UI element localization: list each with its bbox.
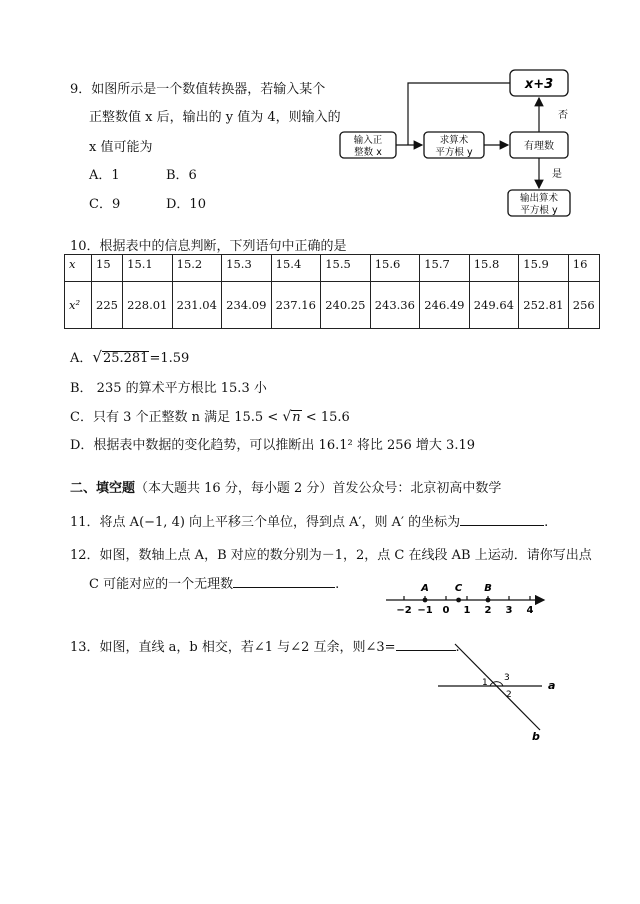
- xplus3-label: x+3: [524, 77, 554, 92]
- axis-point-label-a: A: [421, 583, 429, 594]
- x2-cell: 234.09: [222, 282, 272, 329]
- x2-cell: 228.01: [123, 282, 173, 329]
- q10-option-b: B． 235 的算术平方根比 15.3 小: [70, 381, 267, 396]
- x2-cell: 240.25: [321, 282, 371, 329]
- x-cell: 15.3: [222, 255, 272, 282]
- axis-tick-label: 2: [484, 605, 492, 616]
- table-row-x2: [65, 282, 600, 329]
- q10-stem: 10．根据表中的信息判断，下列语句中正确的是: [70, 239, 347, 254]
- q10-option-d: D．根据表中数据的变化趋势，可以推断出 16.1² 将比 256 增大 3.19: [70, 438, 475, 453]
- axis-tick-label: −2: [396, 605, 412, 616]
- axis-tick-label: 4: [526, 605, 534, 616]
- x-cell: 15.8: [469, 255, 519, 282]
- x-cell: 15.7: [420, 255, 470, 282]
- q10-option-a-rest: =1.59: [149, 351, 190, 366]
- q9-line3: x 值可能为: [89, 140, 153, 155]
- x2-cell: 249.64: [469, 282, 519, 329]
- q12-answer-blank[interactable]: [233, 587, 335, 588]
- x2-cell: 243.36: [370, 282, 420, 329]
- q11-text: 11．将点 A(−1, 4) 向上平移三个单位，得到点 A′，则 A′ 的坐标为: [70, 515, 461, 530]
- q13-text: 13．如图，直线 a，b 相交，若∠1 与∠2 互余，则∠3=: [70, 640, 396, 655]
- q11: [70, 511, 548, 530]
- x2-cell: 256: [568, 282, 599, 329]
- x-cell: 15.4: [271, 255, 321, 282]
- axis-point-label-c: C: [454, 583, 463, 594]
- q10-option-c: C．只有 3 个正整数 n 满足 15.5 < √n < 15.6: [70, 409, 350, 425]
- q13-end: .: [455, 640, 460, 655]
- x-cell: 15.2: [172, 255, 222, 282]
- q12-line2: [89, 573, 339, 592]
- x-cell: 15.6: [370, 255, 420, 282]
- axis-point-a: [423, 598, 428, 603]
- x-cell: 16: [568, 255, 599, 282]
- section2-detail: （本大题共 16 分，每小题 2 分）首发公众号：北京初高中数学: [135, 481, 502, 496]
- q9-option-c: C．9: [89, 197, 121, 212]
- axis-tick-label: 3: [505, 605, 513, 616]
- axis-tick-label: −1: [417, 605, 433, 616]
- rational-label: 有理数: [524, 141, 554, 152]
- q12-line1: 12．如图，数轴上点 A，B 对应的数分别为－1，2，点 C 在线段 AB 上运动．请你写出点: [70, 548, 592, 563]
- section2-title: 二、填空题: [70, 481, 136, 496]
- output-label-1: 输出算术: [519, 193, 559, 204]
- row-x2-label: x²: [65, 282, 92, 329]
- x-cell: 15.1: [123, 255, 173, 282]
- q9-line2: 正整数值 x 后，输出的 y 值为 4，则输入的: [89, 110, 341, 125]
- q9-option-a: A．1: [89, 168, 120, 183]
- x2-cell: 225: [92, 282, 123, 329]
- label-angle-1: 1: [482, 678, 488, 688]
- input-label-2: 整数 x: [354, 147, 382, 158]
- sqrt-label-1: 求算术: [439, 135, 469, 146]
- x2-cell: 252.81: [519, 282, 569, 329]
- x2-cell: 246.49: [420, 282, 470, 329]
- axis-tick-label: 0: [442, 605, 450, 616]
- q10-option-a: A．√25.281=1.59: [70, 348, 190, 366]
- q10-option-a-radicand: 25.281: [102, 351, 149, 366]
- q13: [70, 636, 460, 655]
- label-a: a: [548, 679, 556, 692]
- q12-number-line: [384, 580, 554, 620]
- q10-option-a-prefix: A．: [70, 351, 93, 366]
- x2-cell: 237.16: [271, 282, 321, 329]
- q12-line2-text: C 可能对应的一个无理数: [89, 577, 234, 592]
- q9-line1: 9．如图所示是一个数值转换器，若输入某个: [70, 82, 326, 97]
- q11-end: .: [544, 515, 549, 530]
- output-label-2: 平方根 y: [520, 205, 558, 216]
- section2-heading: [70, 477, 501, 496]
- square-table: [64, 254, 600, 329]
- q9-option-d: D．10: [166, 197, 206, 212]
- input-label-1: 输入正: [353, 135, 383, 146]
- q9-flowchart: [330, 60, 600, 225]
- x2-cell: 231.04: [172, 282, 222, 329]
- sqrt-label-2: 平方根 y: [435, 147, 473, 158]
- axis-point-b: [486, 598, 491, 603]
- q10-option-c-radicand: n: [292, 410, 301, 425]
- q11-answer-blank[interactable]: [460, 525, 544, 526]
- yes-label: 是: [552, 169, 562, 180]
- q10-option-c-suffix: < 15.6: [301, 410, 350, 425]
- x-cell: 15: [92, 255, 123, 282]
- q10-option-c-prefix: C．只有 3 个正整数 n 满足 15.5 <: [70, 410, 283, 425]
- q13-figure: [430, 640, 580, 745]
- q12-end: .: [335, 577, 340, 592]
- table-row-x: [65, 255, 600, 282]
- x-cell: 15.9: [519, 255, 569, 282]
- axis-point-c: [456, 598, 461, 603]
- line-b: [455, 644, 540, 730]
- no-label: 否: [558, 110, 568, 121]
- axis-point-label-b: B: [484, 583, 492, 594]
- row-x-label: x: [65, 255, 92, 282]
- q9-option-b: B．6: [166, 168, 197, 183]
- label-angle-2: 2: [506, 690, 512, 700]
- label-b: b: [532, 730, 540, 743]
- x-cell: 15.5: [321, 255, 371, 282]
- label-angle-3: 3: [504, 673, 510, 683]
- axis-tick-label: 1: [463, 605, 471, 616]
